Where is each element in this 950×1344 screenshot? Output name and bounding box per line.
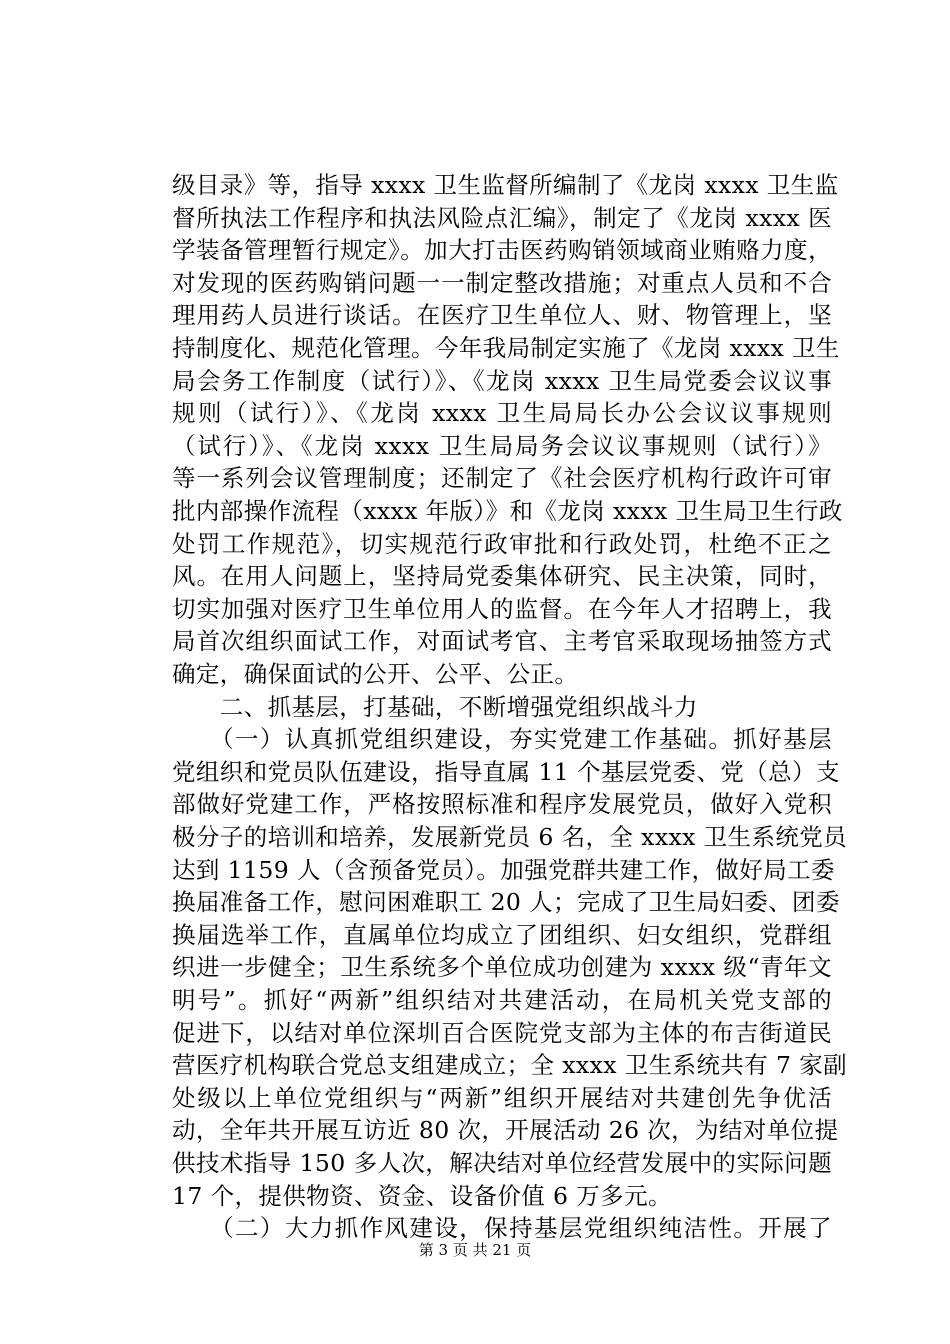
- text-line: 局首次组织面试工作，对面试考官、主考官采取现场抽签方式: [172, 627, 832, 656]
- text-line: 级目录》等，指导 xxxx 卫生监督所编制了《龙岗 xxxx 卫生监: [172, 171, 839, 199]
- text-line: 等一系列会议管理制度；还制定了《社会医疗机构行政许可审: [172, 464, 832, 493]
- text-line: 换届选举工作，直属单位均成立了团组织、妇女组织，党群组: [172, 920, 832, 949]
- text-line: 促进下，以结对单位深圳百合医院党支部为主体的布吉街道民: [172, 1018, 832, 1047]
- text-line: 党组织和党员队伍建设，指导直属 11 个基层党委、党（总）支: [172, 757, 840, 786]
- text-line: 局会务工作制度（试行）》、《龙岗 xxxx 卫生局党委会议议事: [172, 366, 832, 395]
- text-line: （试行）》、《龙岗 xxxx 卫生局局务会议议事规则（试行）》: [172, 431, 832, 460]
- text-line: 处级以上单位党组织与“两新”组织开展结对共建创先争优活: [172, 1083, 832, 1112]
- text-line: 动，全年共开展互访近 80 次，开展活动 26 次，为结对单位提: [172, 1116, 839, 1145]
- text-line: 批内部操作流程（xxxx 年版）》和《龙岗 xxxx 卫生局卫生行政: [172, 497, 843, 525]
- text-line: 切实加强对医疗卫生单位用人的监督。在今年人才招聘上，我: [172, 594, 832, 623]
- text-line: 换届准备工作，慰问困难职工 20 人；完成了卫生局妇委、团委: [172, 888, 840, 917]
- page-footer: 第 3 页 共 21 页: [418, 1241, 532, 1259]
- text-line: （一）认真抓党组织建设，夯实党建工作基础。抓好基层: [172, 725, 832, 754]
- text-line: 17 个，提供物资、资金、设备价值 6 万多元。: [172, 1181, 672, 1210]
- text-line: 达到 1159 人（含预备党员）。加强党群共建工作，做好局工委: [172, 855, 835, 884]
- text-line: 二、抓基层，打基础，不断增强党组织战斗力: [172, 692, 698, 721]
- text-line: 持制度化、规范化管理。今年我局制定实施了《龙岗 xxxx 卫生: [172, 334, 840, 362]
- text-line: 理用药人员进行谈话。在医疗卫生单位人、财、物管理上，坚: [172, 301, 832, 330]
- text-line: 对发现的医药购销问题一一制定整改措施；对重点人员和不合: [172, 268, 832, 297]
- text-line: 学装备管理暂行规定》。加大打击医药购销领域商业贿赂力度，: [172, 236, 832, 265]
- text-line: 供技术指导 150 多人次，解决结对单位经营发展中的实际问题: [172, 1149, 832, 1177]
- text-line: 确定，确保面试的公开、公平、公正。: [172, 660, 579, 688]
- text-line: 风。在用人问题上，坚持局党委集体研究、民主决策，同时，: [172, 562, 832, 591]
- text-line: 织进一步健全；卫生系统多个单位成功创建为 xxxx 级“青年文: [172, 953, 832, 982]
- text-line: 督所执法工作程序和执法风险点汇编》，制定了《龙岗 xxxx 医: [172, 203, 832, 232]
- text-line: 规则（试行）》、《龙岗 xxxx 卫生局局长办公会议议事规则: [172, 399, 832, 428]
- text-line: 处罚工作规范》，切实规范行政审批和行政处罚，杜绝不正之: [172, 529, 832, 558]
- text-line: 明号”。抓好“两新”组织结对共建活动，在局机关党支部的: [172, 986, 832, 1014]
- text-line: （二）大力抓作风建设，保持基层党组织纯洁性。开展了: [172, 1214, 832, 1243]
- text-line: 部做好党建工作，严格按照标准和程序发展党员，做好入党积: [172, 790, 832, 819]
- text-line: 极分子的培训和培养，发展新党员 6 名，全 xxxx 卫生系统党员: [172, 823, 848, 851]
- text-line: 营医疗机构联合党总支组建成立；全 xxxx 卫生系统共有 7 家副: [172, 1051, 848, 1080]
